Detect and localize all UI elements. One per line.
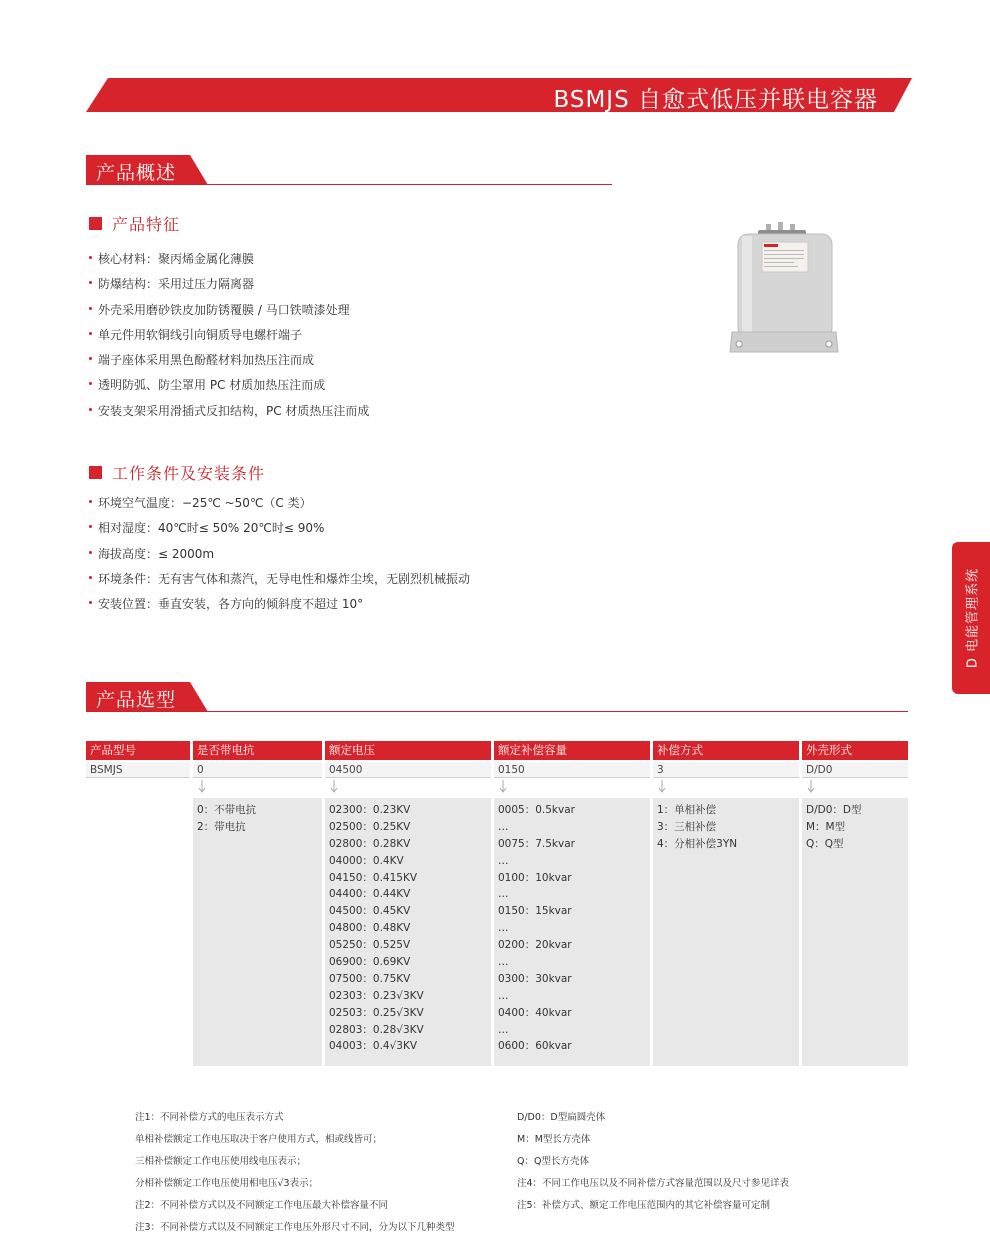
column-header-housing: 外壳形式 bbox=[802, 741, 908, 760]
option-item: 0：不带电抗 bbox=[197, 804, 257, 816]
option-item: 02800：0.28KV bbox=[329, 837, 411, 850]
down-arrow-icon bbox=[197, 779, 207, 795]
note-line: 注3：不同补偿方式以及不同额定工作电压外形尺寸不同，分为以下几种类型 bbox=[135, 1222, 455, 1233]
option-item: 1：单相补偿 bbox=[657, 804, 717, 816]
option-item: 04400：0.44KV bbox=[329, 888, 411, 901]
option-item: 04150：0.415KV bbox=[329, 871, 418, 884]
option-item: 0600：60kvar bbox=[498, 1040, 572, 1053]
square-bullet-icon bbox=[89, 217, 102, 230]
option-item: 05250：0.525V bbox=[329, 939, 411, 952]
conditions-heading: 工作条件及安装条件 bbox=[112, 464, 266, 483]
options-compensation bbox=[653, 798, 799, 1066]
bullet-dot-icon bbox=[89, 408, 92, 411]
side-tab-label: D 电能管理系统 bbox=[965, 567, 981, 669]
note-line: 注4：不同工作电压以及不同补偿方式容量范围以及尺寸参见详表 bbox=[517, 1178, 790, 1189]
features-subheader bbox=[89, 212, 180, 235]
list-item: 透明防弧、防尘罩用 PC 材质加热压注而成 bbox=[89, 373, 369, 398]
list-item: 相对湿度：40℃时≤ 50% 20℃时≤ 90% bbox=[89, 516, 470, 541]
option-item: … bbox=[498, 956, 509, 969]
option-item: … bbox=[498, 888, 509, 901]
option-item: 06900：0.69KV bbox=[329, 956, 411, 969]
option-item: 0200：20kvar bbox=[498, 939, 572, 952]
value-voltage: 04500 bbox=[325, 762, 491, 778]
options-housing bbox=[802, 798, 908, 1066]
list-item: 环境空气温度：−25℃ ~50℃（C 类） bbox=[89, 491, 470, 516]
list-item: 防爆结构：采用过压力隔离器 bbox=[89, 272, 369, 297]
options-reactor bbox=[193, 798, 322, 1066]
bullet-dot-icon bbox=[89, 281, 92, 284]
option-item: 02503：0.25√3KV bbox=[329, 1006, 424, 1019]
bullet-dot-icon bbox=[89, 601, 92, 604]
option-item: … bbox=[498, 854, 509, 867]
option-item: 0300：30kvar bbox=[498, 972, 572, 985]
note-line: 三相补偿额定工作电压使用线电压表示； bbox=[135, 1156, 307, 1167]
option-item: 07500：0.75KV bbox=[329, 972, 411, 985]
column-header-model: 产品型号 bbox=[86, 741, 190, 760]
option-item: … bbox=[498, 820, 509, 833]
bullet-dot-icon bbox=[89, 256, 92, 259]
bullet-dot-icon bbox=[89, 576, 92, 579]
option-item: 0150：15kvar bbox=[498, 905, 572, 918]
page-title: BSMJS 自愈式低压并联电容器 bbox=[553, 87, 878, 113]
conditions-subheader bbox=[89, 461, 265, 484]
list-item: 环境条件：无有害气体和蒸汽，无导电性和爆炸尘埃，无剧烈机械振动 bbox=[89, 567, 470, 592]
value-compensation: 3 bbox=[653, 762, 799, 778]
option-item: … bbox=[498, 922, 509, 935]
list-item: 海拔高度：≤ 2000m bbox=[89, 542, 470, 567]
value-housing: D/D0 bbox=[802, 762, 908, 778]
option-item: 0075：7.5kvar bbox=[498, 837, 575, 850]
list-item: 外壳采用磨砂铁皮加防锈覆膜 / 马口铁喷漆处理 bbox=[89, 298, 369, 323]
selection-divider bbox=[86, 711, 908, 712]
overview-section-header bbox=[86, 155, 208, 185]
bullet-dot-icon bbox=[89, 382, 92, 385]
note-line: M：M型长方壳体 bbox=[517, 1134, 591, 1145]
option-item: 3：三相补偿 bbox=[657, 820, 717, 833]
value-reactor: 0 bbox=[193, 762, 322, 778]
overview-divider bbox=[86, 184, 612, 185]
option-item: 2：带电抗 bbox=[197, 820, 246, 833]
list-item: 安装位置：垂直安装，各方向的倾斜度不超过 10° bbox=[89, 592, 470, 617]
selection-heading: 产品选型 bbox=[96, 689, 177, 711]
option-item: M：M型 bbox=[806, 820, 846, 833]
option-item: 04003：0.4√3KV bbox=[329, 1040, 418, 1053]
down-arrow-icon bbox=[329, 779, 339, 795]
capacitor-product-image bbox=[728, 222, 840, 356]
selection-section-header bbox=[86, 682, 208, 712]
column-header-voltage: 额定电压 bbox=[325, 741, 491, 760]
column-header-reactor: 是否带电抗 bbox=[193, 741, 322, 760]
option-item: 0100：10kvar bbox=[498, 871, 572, 884]
list-item: 端子座体采用黑色酚醛材料加热压注而成 bbox=[89, 348, 369, 373]
note-line: 注5：补偿方式、额定工作电压范围内的其它补偿容量可定制 bbox=[517, 1200, 771, 1211]
option-item: 04500：0.45KV bbox=[329, 905, 411, 918]
bullet-dot-icon bbox=[89, 332, 92, 335]
features-heading: 产品特征 bbox=[112, 215, 181, 234]
list-item: 安装支架采用滑插式反扣结构，PC 材质热压注而成 bbox=[89, 399, 369, 424]
option-item: … bbox=[498, 989, 509, 1002]
bullet-dot-icon bbox=[89, 525, 92, 528]
options-capacity bbox=[494, 798, 650, 1066]
note-line: 单相补偿额定工作电压取决于客户使用方式，相或线皆可； bbox=[135, 1134, 383, 1145]
notes-left bbox=[135, 1107, 455, 1239]
option-item: D/D0：D型 bbox=[806, 804, 862, 816]
side-category-tab[interactable] bbox=[952, 542, 990, 694]
list-item: 核心材料：聚丙烯金属化薄膜 bbox=[89, 247, 369, 272]
option-item: 02303：0.23√3KV bbox=[329, 989, 424, 1002]
value-model: BSMJS bbox=[86, 762, 190, 778]
features-list bbox=[89, 247, 369, 424]
options-voltage bbox=[325, 798, 491, 1066]
list-item: 单元件用软铜线引向铜质导电螺杆端子 bbox=[89, 323, 369, 348]
option-item: 04800：0.48KV bbox=[329, 922, 411, 935]
note-line: 注2：不同补偿方式以及不同额定工作电压最大补偿容量不同 bbox=[135, 1200, 389, 1211]
option-item: 0005：0.5kvar bbox=[498, 804, 575, 816]
down-arrow-icon bbox=[806, 779, 816, 795]
note-line: Q：Q型长方壳体 bbox=[517, 1156, 589, 1167]
option-item: Q：Q型 bbox=[806, 837, 844, 850]
option-item: 04000：0.4KV bbox=[329, 854, 404, 867]
bullet-dot-icon bbox=[89, 551, 92, 554]
bullet-dot-icon bbox=[89, 357, 92, 360]
option-item: 02803：0.28√3KV bbox=[329, 1023, 424, 1036]
down-arrow-icon bbox=[498, 779, 508, 795]
option-item: … bbox=[498, 1023, 509, 1036]
option-item: 02500：0.25KV bbox=[329, 820, 411, 833]
value-capacity: 0150 bbox=[494, 762, 650, 778]
option-item: 02300：0.23KV bbox=[329, 804, 411, 816]
note-line: 分相补偿额定工作电压使用相电压√3表示； bbox=[135, 1178, 319, 1189]
title-banner bbox=[86, 78, 912, 112]
down-arrow-icon bbox=[657, 779, 667, 795]
option-item: 0400：40kvar bbox=[498, 1006, 572, 1019]
option-item: 4：分相补偿3YN bbox=[657, 837, 738, 850]
bullet-dot-icon bbox=[89, 307, 92, 310]
note-line: 注1：不同补偿方式的电压表示方式 bbox=[135, 1112, 284, 1123]
conditions-list bbox=[89, 491, 470, 617]
column-header-capacity: 额定补偿容量 bbox=[494, 741, 650, 760]
note-line: D/D0：D型扁圆壳体 bbox=[517, 1112, 606, 1123]
notes-right bbox=[517, 1107, 789, 1217]
column-header-compensation: 补偿方式 bbox=[653, 741, 799, 760]
bullet-dot-icon bbox=[89, 500, 92, 503]
overview-heading: 产品概述 bbox=[96, 162, 177, 184]
square-bullet-icon bbox=[89, 466, 102, 479]
